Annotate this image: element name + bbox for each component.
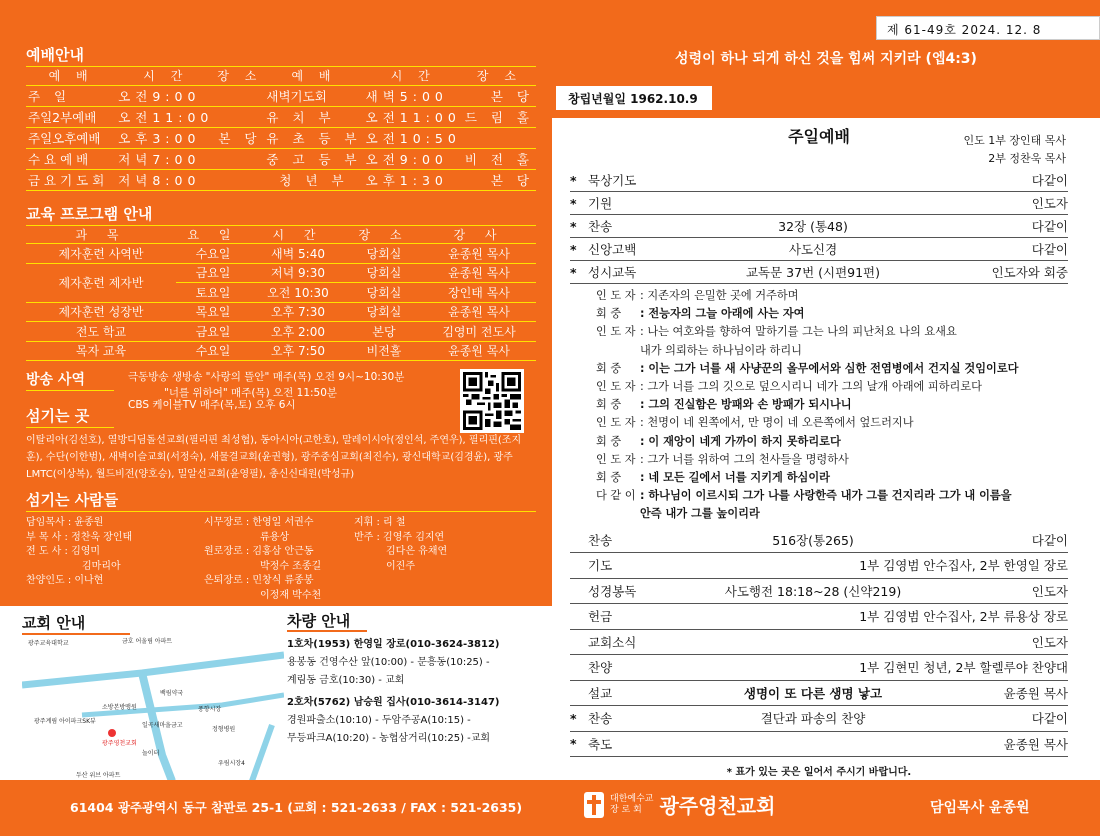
car2-route: 경원파출소(10:10) - 두암주공A(10:15) - [287, 715, 471, 726]
map-label: 정형병원 [212, 726, 236, 733]
worship-header-row [26, 67, 536, 85]
person-line: 박정수 조종길 [260, 560, 322, 572]
cell: 저녁 9:30 [250, 263, 346, 283]
cell: 본 당 [215, 127, 264, 148]
responsive-text: : 하나님이 이르시되 그가 나를 사랑한즉 내가 그를 건지리라 그가 내 이름을 [640, 489, 1012, 503]
car1-route: 계림동 금호(10:30) - 교회 [287, 675, 405, 686]
order-item [570, 261, 1068, 284]
responsive-text: : 그가 너를 위하여 그의 천사들을 명령하사 [640, 452, 849, 466]
responsive-speaker: 회 중 [596, 361, 622, 375]
order-leader: 1부 김현민 청년, 2부 할렐루야 찬양대 [859, 660, 1068, 676]
responsive-speaker: 인 도 자 [596, 325, 636, 339]
worship-row [26, 148, 536, 169]
worship-row [26, 106, 536, 127]
map-label: 백림약국 [160, 690, 184, 697]
order-detail: 결단과 파송의 찬양 [760, 711, 866, 727]
cell: 오후1:30 [364, 169, 463, 190]
map-label: 두산 위브 아파트 [76, 772, 121, 779]
order-name: 축도 [588, 736, 613, 752]
cell: 윤종원 목사 [422, 302, 536, 322]
cell: 오후 2:00 [250, 322, 346, 342]
map-label: 우림시장4 [218, 760, 246, 767]
responsive-speaker [596, 505, 640, 523]
order-name: 교회소식 [588, 634, 637, 650]
responsive-line [596, 487, 1068, 505]
responsive-line [596, 342, 1068, 360]
order-leader: 1부 김영범 안수집사, 2부 한영일 장로 [859, 558, 1068, 574]
person-line: 부 목 사 : 정찬욱 장인태 [26, 531, 133, 543]
order-name: 헌금 [588, 609, 613, 625]
cell: 제자훈련 사역반 [26, 244, 176, 264]
denomination [610, 794, 653, 816]
responsive-text: : 천명이 네 왼쪽에서, 만 명이 네 오른쪽에서 엎드러지나 [640, 416, 914, 430]
map-label: 광주영천교회 [102, 740, 137, 747]
map-label: 소방본방맹원 [102, 704, 137, 711]
education-row [26, 263, 536, 283]
car-title: 차량 안내 [287, 612, 367, 632]
service-order [552, 118, 1100, 780]
order-leader: 인도자 [1031, 583, 1068, 599]
cell: 윤종원 목사 [422, 263, 536, 283]
order-leader: 다같이 [1031, 711, 1068, 727]
person-line: 이진주 [386, 560, 415, 572]
car2-route: 무등파크A(10:20) - 농협삼거리(10:25) -교회 [287, 733, 491, 744]
leader-line: 인도 1부 장인태 목사 [963, 134, 1066, 147]
col-header: 장 소 [215, 67, 264, 85]
responsive-speaker: 회 중 [596, 434, 622, 448]
education-row [26, 302, 536, 322]
person-line: 반주 : 김영주 김지연 [354, 531, 445, 543]
cell: 주일오후예배 [26, 127, 116, 148]
cell: 금요일 [176, 263, 250, 283]
standing-note: * 표가 있는 곳은 일어서 주시기 바랍니다. [726, 767, 912, 779]
person-line: 이정재 박수천 [260, 589, 322, 601]
order-item [570, 169, 1068, 192]
cell: 금요일 [176, 322, 250, 342]
education-header-row [26, 226, 536, 244]
car1-route: 용봉동 건영수산 앞(10:00) - 문흥동(10:25) - [287, 657, 490, 668]
col-header: 과 목 [26, 226, 176, 244]
people-col1 [26, 516, 204, 603]
car2-header: 2호차(5762) 남승원 집사(010-3614-3147) [287, 697, 500, 708]
person-line: 김다은 유채연 [386, 546, 448, 557]
responsive-speaker: 인 도 자 [596, 416, 636, 430]
worship-info-title: 예배안내 [26, 44, 536, 67]
responsive-line [596, 414, 1068, 432]
order-item [570, 732, 1068, 758]
qr-code-icon[interactable] [460, 369, 524, 433]
cell: 목요일 [176, 302, 250, 322]
cell [463, 127, 536, 148]
denomination-line: 장 로 회 [610, 804, 642, 815]
cell: 토요일 [176, 283, 250, 303]
service-title: 주일예배 [788, 127, 850, 146]
person-line: 시무장로 : 한영일 서권수 [204, 517, 314, 528]
order-top-list [570, 169, 1068, 284]
cell [215, 85, 264, 106]
cell: 장인태 목사 [422, 283, 536, 303]
cell: 제자훈련 제자반 [26, 263, 176, 302]
cell: 수요일 [176, 341, 250, 361]
responsive-speaker: 회 중 [596, 471, 622, 485]
cell: 본 당 [463, 169, 536, 190]
map-label: 풍향시장 [198, 706, 222, 713]
cell: 김영미 전도사 [422, 322, 536, 342]
education-row [26, 244, 536, 264]
order-leader: 다같이 [1031, 219, 1068, 234]
cell [215, 148, 264, 169]
responsive-line [596, 287, 1068, 305]
order-item [570, 630, 1068, 656]
worship-table [26, 67, 536, 191]
cell: 중 고 등 부 [264, 148, 363, 169]
cell: 전도 학교 [26, 322, 176, 342]
order-bottom-list [570, 528, 1068, 758]
cell: 수요일 [176, 244, 250, 264]
responsive-speaker: 인 도 자 [596, 289, 636, 302]
map-label: 광주계림 아이파크SK뷰 [34, 718, 96, 725]
order-detail: 사도신경 [788, 242, 838, 257]
church-address: 61404 광주광역시 동구 참판로 25-1 (교회 : 521-2633 / FAX : 521-2635) [70, 800, 523, 815]
col-header: 시 간 [116, 67, 215, 85]
cross-logo-icon [584, 792, 604, 818]
order-leader: 인도자 [1031, 196, 1068, 211]
responsive-speaker: 인 도 자 [596, 452, 636, 466]
standing-mark: * [570, 218, 577, 234]
education-row [26, 322, 536, 342]
church-map [22, 612, 284, 780]
cell: 오전11:00 [364, 106, 463, 127]
responsive-text: : 그가 너를 그의 깃으로 덮으시리니 네가 그의 날개 아래에 피하리로다 [640, 380, 982, 394]
cell: 오후 7:50 [250, 341, 346, 361]
responsive-line [596, 505, 1068, 523]
map-label: 광주교육대학교 [28, 640, 69, 647]
col-header: 예 배 [26, 67, 116, 85]
order-name: 찬송 [588, 711, 613, 727]
cell: 저녁7:00 [116, 148, 215, 169]
info-panel [0, 0, 552, 606]
people-col3 [354, 516, 484, 603]
order-name: 성경봉독 [588, 583, 637, 599]
cell: 유 치 부 [264, 106, 363, 127]
order-item [570, 238, 1068, 261]
col-header: 강 사 [422, 226, 536, 244]
cell: 주 일 [26, 85, 116, 106]
order-name: 찬양 [588, 660, 613, 676]
responsive-line [596, 433, 1068, 451]
order-name: 설교 [588, 685, 613, 701]
responsive-line [596, 469, 1068, 487]
person-line: 담임목사 : 윤종원 [26, 517, 104, 528]
person-line: 원로장로 : 김홍삼 안근동 [204, 546, 314, 557]
cell: 유 초 등 부 [264, 127, 363, 148]
responsive-text: : 이는 그가 너를 새 사냥꾼의 올무에서와 심한 전염병에서 건지실 것임이로다 [640, 361, 1019, 375]
leader-line: 2부 정찬욱 목사 [988, 152, 1066, 165]
responsive-text: : 네 모든 길에서 너를 지키게 하심이라 [640, 471, 830, 485]
order-detail: 32장 (통48) [778, 219, 848, 234]
order-item [570, 655, 1068, 681]
standing-mark: * [570, 172, 577, 188]
col-header: 장 소 [346, 226, 422, 244]
responsive-text: 내가 의뢰하는 하나님이라 하리니 [640, 343, 802, 357]
person-line: 류용상 [260, 531, 289, 543]
order-leader: 다같이 [1031, 532, 1068, 548]
person-line: 은퇴장로 : 민창식 류종봉 [204, 575, 314, 586]
cell: 오후 7:30 [250, 302, 346, 322]
order-name: 성시교독 [588, 265, 637, 280]
cell: 비 전 홀 [463, 148, 536, 169]
standing-mark: * [570, 264, 577, 280]
order-item [570, 215, 1068, 238]
col-header: 장 소 [463, 67, 536, 85]
theme-verse: 성령이 하나 되게 하신 것을 힘써 지키라 (엡4:3) [675, 51, 977, 67]
responsive-line [596, 396, 1068, 414]
order-detail: 516장(통265) [772, 532, 854, 548]
person-line: 김마리아 [82, 560, 121, 572]
person-line: 지휘 : 리 철 [354, 517, 406, 528]
person-line: 찬양인도 : 이나현 [26, 575, 104, 586]
order-item [570, 706, 1068, 732]
people-col2 [204, 516, 354, 603]
standing-mark: * [570, 710, 577, 726]
order-name: 찬송 [588, 532, 613, 548]
responsive-speaker: 회 중 [596, 307, 622, 321]
broadcast-line: 극동방송 생방송 "사랑의 뜰안" 매주(목) 오전 9시~10:30분 [128, 371, 405, 383]
order-item [570, 528, 1068, 554]
broadcast-line: "너를 위하여" 매주(목) 오전 11:50분 [164, 387, 338, 399]
col-header: 시 간 [364, 67, 463, 85]
founded-date: 창립년월일 1962.10.9 [556, 86, 712, 110]
cell: 윤종원 목사 [422, 244, 536, 264]
responsive-line [596, 323, 1068, 341]
responsive-text: : 그의 진실함은 방패와 손 방패가 되시나니 [640, 398, 852, 412]
service-leaders [964, 132, 1067, 168]
people-title: 섬기는 사람들 [26, 489, 536, 512]
person-line: 전 도 사 : 김영미 [26, 546, 101, 557]
responsive-reading [596, 287, 1068, 524]
denomination-line: 대한예수교 [610, 793, 654, 804]
order-leader: 다같이 [1031, 242, 1068, 257]
education-title: 교육 프로그램 안내 [26, 203, 536, 226]
responsive-text: : 나는 여호와를 향하여 말하기를 그는 나의 피난처요 나의 요새요 [640, 325, 957, 339]
cell: 당회실 [346, 302, 422, 322]
education-row [26, 341, 536, 361]
responsive-speaker: 인 도 자 [596, 380, 636, 394]
order-detail: 생명이 또 다른 생명 낳고 [743, 685, 883, 701]
cell: 새벽기도회 [264, 85, 363, 106]
cell: 제자훈련 성장반 [26, 302, 176, 322]
broadcast-line: CBS 케이블TV 매주(목,토) 오후 6시 [128, 399, 296, 411]
cell: 당회실 [346, 263, 422, 283]
cell [215, 106, 264, 127]
order-name: 신앙고백 [588, 242, 637, 257]
education-table [26, 226, 536, 362]
order-detail: 사도행전 18:18~28 (신약219) [724, 583, 902, 599]
cell: 오전10:50 [364, 127, 463, 148]
cell: 비전홀 [346, 341, 422, 361]
order-detail: 교독문 37번 (시편91편) [745, 265, 881, 280]
order-name: 기원 [588, 196, 613, 211]
order-item [570, 604, 1068, 630]
responsive-text: : 지존자의 은밀한 곳에 거주하며 [640, 289, 799, 302]
cell: 본 당 [463, 85, 536, 106]
cell: 오전11:00 [116, 106, 215, 127]
order-item [570, 681, 1068, 707]
broadcast-title: 방송 사역 [26, 369, 114, 391]
order-leader: 윤종원 목사 [1003, 736, 1068, 752]
order-name: 묵상기도 [588, 173, 637, 188]
col-header: 요 일 [176, 226, 250, 244]
cell [215, 169, 264, 190]
worship-row [26, 169, 536, 190]
cell: 윤종원 목사 [422, 341, 536, 361]
responsive-line [596, 378, 1068, 396]
cell: 당회실 [346, 283, 422, 303]
places-title: 섬기는 곳 [26, 405, 114, 428]
standing-mark: * [570, 736, 577, 752]
cell: 오전9:00 [364, 148, 463, 169]
broadcast-text [128, 369, 404, 401]
cell: 당회실 [346, 244, 422, 264]
car-schedule [287, 612, 552, 748]
cell: 오전9:00 [116, 85, 215, 106]
cell: 저녁8:00 [116, 169, 215, 190]
responsive-speaker [596, 342, 640, 360]
col-header: 예 배 [264, 67, 363, 85]
order-name: 찬송 [588, 219, 613, 234]
cell: 새벽5:00 [364, 85, 463, 106]
responsive-speaker: 다 같 이 [596, 489, 636, 503]
cell: 목자 교육 [26, 341, 176, 361]
order-item [570, 579, 1068, 605]
map-graphic[interactable] [22, 635, 284, 781]
church-location-icon [108, 729, 116, 737]
senior-pastor: 담임목사 윤종원 [930, 800, 1030, 816]
church-logo [584, 790, 775, 819]
responsive-line [596, 360, 1068, 378]
order-leader: 1부 김영범 안수집사, 2부 류용상 장로 [859, 609, 1068, 625]
worship-row [26, 127, 536, 148]
map-label: 놀이터 [142, 750, 160, 757]
order-name: 기도 [588, 558, 613, 574]
order-leader: 윤종원 목사 [1003, 685, 1068, 701]
map-label: 금호 어울림 아파트 [122, 638, 173, 645]
cell: 수 요 예 배 [26, 148, 116, 169]
places-text: 이탈리아(김선호), 열방디딤돌선교회(필리핀 최성협), 동아시아(고한호), 말레이시아(정인석, 주연우), 필리핀(조지훈), 수단(이한범), 새벽이슬교회(서정숙), 새물결교회(윤권형), 광주중심교회(최진수), 광신대학교(김경윤), 광주LMTC(이상복), 월드비전(양호승), 밀알선교회(윤영필), 총신신대원(박성규) [26, 435, 522, 480]
people-grid [26, 516, 536, 603]
worship-row [26, 85, 536, 106]
cell: 새벽 5:40 [250, 244, 346, 264]
cell: 주일2부예배 [26, 106, 116, 127]
cell: 금 요 기 도 회 [26, 169, 116, 190]
footer [0, 780, 1100, 836]
issue-number: 제 61-49호 2024. 12. 8 [876, 16, 1100, 40]
col-header: 시 간 [250, 226, 346, 244]
standing-mark: * [570, 195, 577, 211]
cell: 오후3:00 [116, 127, 215, 148]
map-title: 교회 안내 [22, 612, 130, 635]
map-label: 일곡새마을금고 [142, 722, 183, 729]
order-leader: 다같이 [1031, 173, 1068, 188]
cell: 드 림 홀 [463, 106, 536, 127]
order-item [570, 553, 1068, 579]
responsive-text: : 전능자의 그늘 아래에 사는 자여 [640, 307, 805, 321]
responsive-line [596, 451, 1068, 469]
order-leader: 인도자 [1031, 634, 1068, 650]
responsive-speaker: 회 중 [596, 398, 622, 412]
responsive-text: : 이 재앙이 네게 가까이 하지 못하리로다 [640, 434, 841, 448]
church-name: 광주영천교회 [659, 794, 776, 818]
order-item [570, 192, 1068, 215]
cell: 청 년 부 [264, 169, 363, 190]
car1-header: 1호차(1953) 한영일 장로(010-3624-3812) [287, 639, 500, 650]
order-leader: 인도자와 회중 [991, 265, 1068, 280]
broadcast-section [26, 369, 536, 401]
standing-mark: * [570, 241, 577, 257]
responsive-line [596, 305, 1068, 323]
cell: 오전 10:30 [250, 283, 346, 303]
cell: 본당 [346, 322, 422, 342]
responsive-text: 안즉 내가 그를 높이리라 [640, 507, 760, 521]
